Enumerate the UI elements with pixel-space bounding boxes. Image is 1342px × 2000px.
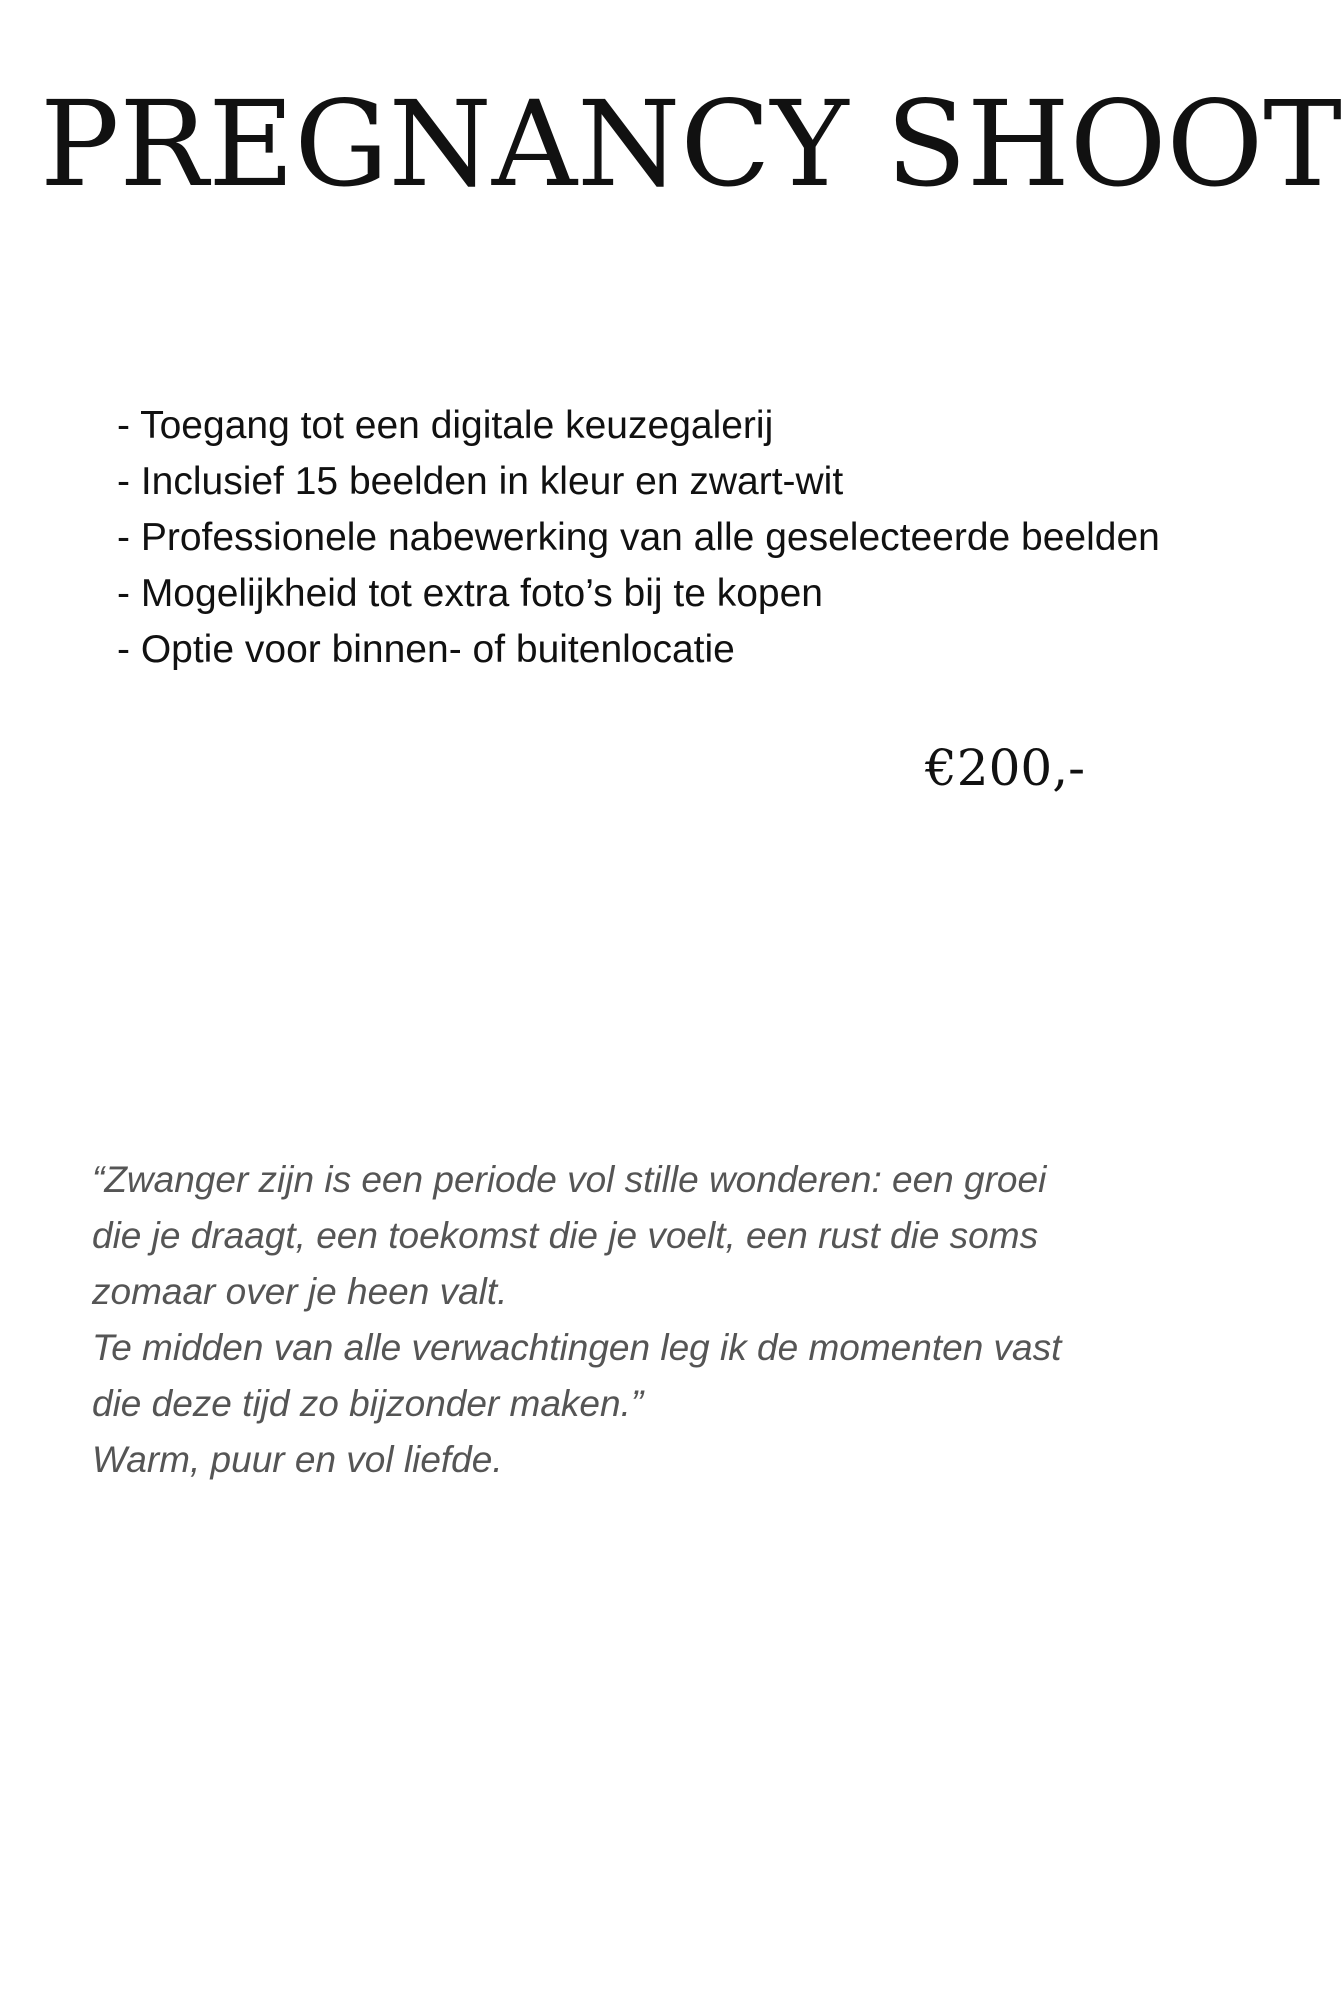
- feature-item-extra-photos: - Mogelijkheid tot extra foto’s bij te kopen: [117, 572, 823, 615]
- feature-item-editing: - Professionele nabewerking van alle geselecteerde beelden: [117, 516, 1160, 559]
- page-title: PREGNANCY SHOOT: [40, 75, 1342, 213]
- quote-line: Te midden van alle verwachtingen leg ik de momenten vast: [92, 1327, 1062, 1368]
- quote-line: die je draagt, een toekomst die je voelt, een rust die soms: [92, 1215, 1039, 1256]
- quote-line: die deze tijd zo bijzonder maken.”: [92, 1383, 644, 1424]
- quote-line: “Zwanger zijn is een periode vol stille wonderen: een groei: [92, 1159, 1047, 1200]
- feature-item-location: - Optie voor binnen- of buitenlocatie: [117, 628, 735, 671]
- feature-item-gallery: - Toegang tot een digitale keuzegalerij: [117, 404, 774, 447]
- price-label: €200,-: [925, 739, 1086, 797]
- quote-line: Warm, puur en vol liefde.: [92, 1439, 503, 1480]
- feature-list: [117, 398, 1197, 678]
- quote-line: zomaar over je heen valt.: [92, 1271, 508, 1312]
- feature-item-images: - Inclusief 15 beelden in kleur en zwart-wit: [117, 460, 844, 503]
- quote-text: [92, 1152, 1132, 1488]
